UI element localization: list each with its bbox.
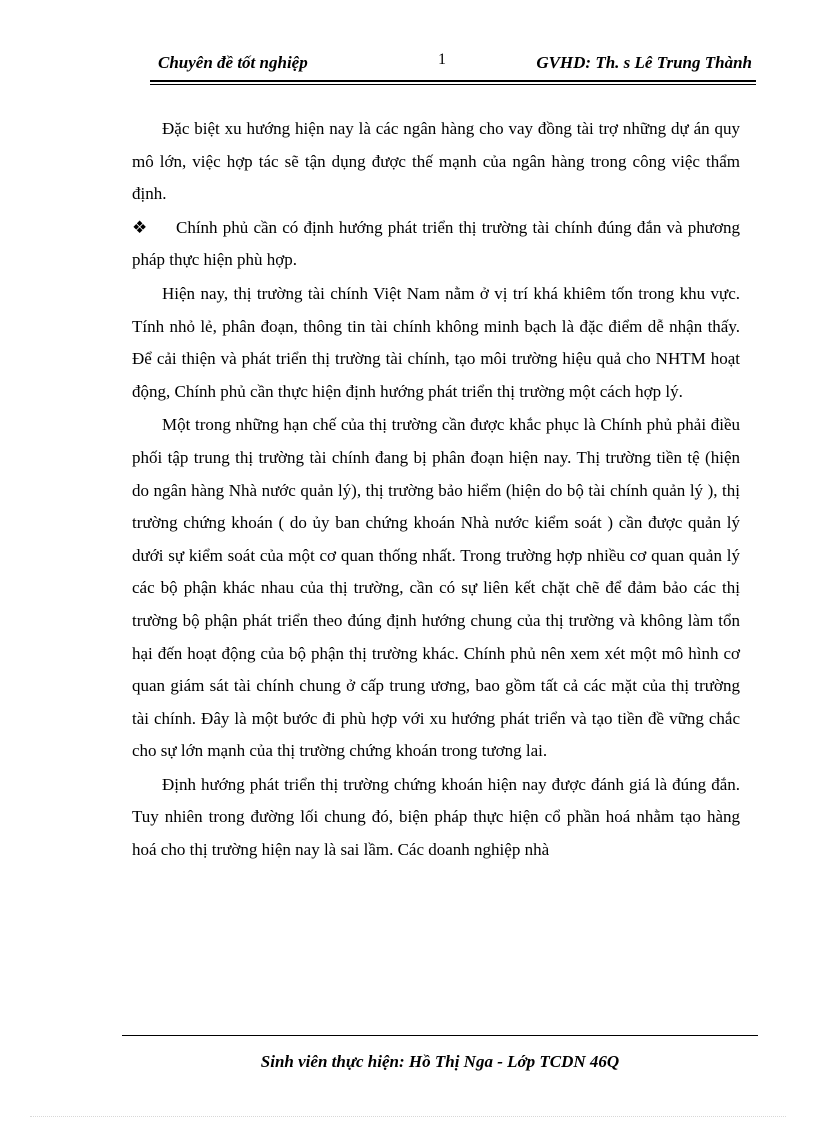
page-footer: Sinh viên thực hiện: Hồ Thị Nga - Lớp TCDN 46Q	[260, 1052, 620, 1071]
header-divider-thick	[150, 80, 756, 82]
header-document-title: Chuyên đề tốt nghiệp	[158, 53, 308, 72]
paragraph-4: Một trong những hạn chế của thị trường cần được khắc phục là Chính phủ phải điều phối tập trung thị trường tài chính đang bị phân đoạn hiện nay. Thị trường tiền tệ (hiện do ngân hàng Nhà nước quản lý), thị trường bảo hiểm (hiện do bộ tài chính quản lý ), thị trường chứng khoán ( do ủy ban chứng khoán Nhà nước kiểm soát ) cần được quản lý dưới sự kiểm soát của một cơ quan thống nhất. Trong trường hợp nhiều cơ quan quản lý các bộ phận khác nhau của thị trường, cần có sự liên kết chặt chẽ để đảm bảo các thị trường bộ phận phát triển theo đúng định hướng chung của thị trường và không làm tổn hại đến hoạt động của bộ phận thị trường khác. Chính phủ nên xem xét một mô hình cơ quan giám sát tài chính chung ở cấp trung ương, bao gồm tất cả các mặt của thị trường tài chính. Đây là một bước đi phù hợp với xu hướng phát triển và tạo tiền đề vững chắc cho sự lớn mạnh của thị trường chứng khoán trong tương lai.	[132, 415, 740, 761]
footer-divider	[122, 1035, 758, 1036]
diamond-bullet-icon: ❖	[132, 217, 148, 237]
document-body	[132, 113, 740, 867]
page-bottom-dotted-line	[30, 1116, 786, 1117]
paragraph-1: Đặc biệt xu hướng hiện nay là các ngân hàng cho vay đồng tài trợ những dự án quy mô lớn, việc hợp tác sẽ tận dụng được thế mạnh của ngân hàng trong công việc thẩm định.	[132, 119, 740, 204]
header-supervisor: GVHD: Th. s Lê Trung Thành	[536, 53, 752, 72]
bullet-paragraph	[132, 212, 740, 277]
page-number: 1	[438, 51, 446, 68]
header-divider-thin	[150, 84, 756, 85]
paragraph-3: Hiện nay, thị trường tài chính Việt Nam nằm ở vị trí khá khiêm tốn trong khu vực. Tính nhỏ lẻ, phân đoạn, thông tin tài chính không minh bạch là đặc điểm dễ nhận thấy. Để cải thiện và phát triển thị trường tài chính, tạo môi trường hiệu quả cho NHTM hoạt động, Chính phủ cần thực hiện định hướng phát triển thị trường một cách hợp lý.	[132, 283, 740, 401]
bullet-text: Chính phủ cần có định hướng phát triển thị trường tài chính đúng đắn và phương pháp thực hiện phù hợp.	[132, 217, 740, 270]
paragraph-5: Định hướng phát triển thị trường chứng khoán hiện nay được đánh giá là đúng đắn. Tuy nhiên trong đường lối chung đó, biện pháp thực hiện cổ phần hoá nhằm tạo hàng hoá cho thị trường hiện nay là sai lầm. Các doanh nghiệp nhà	[132, 774, 740, 860]
page-header	[150, 50, 754, 80]
